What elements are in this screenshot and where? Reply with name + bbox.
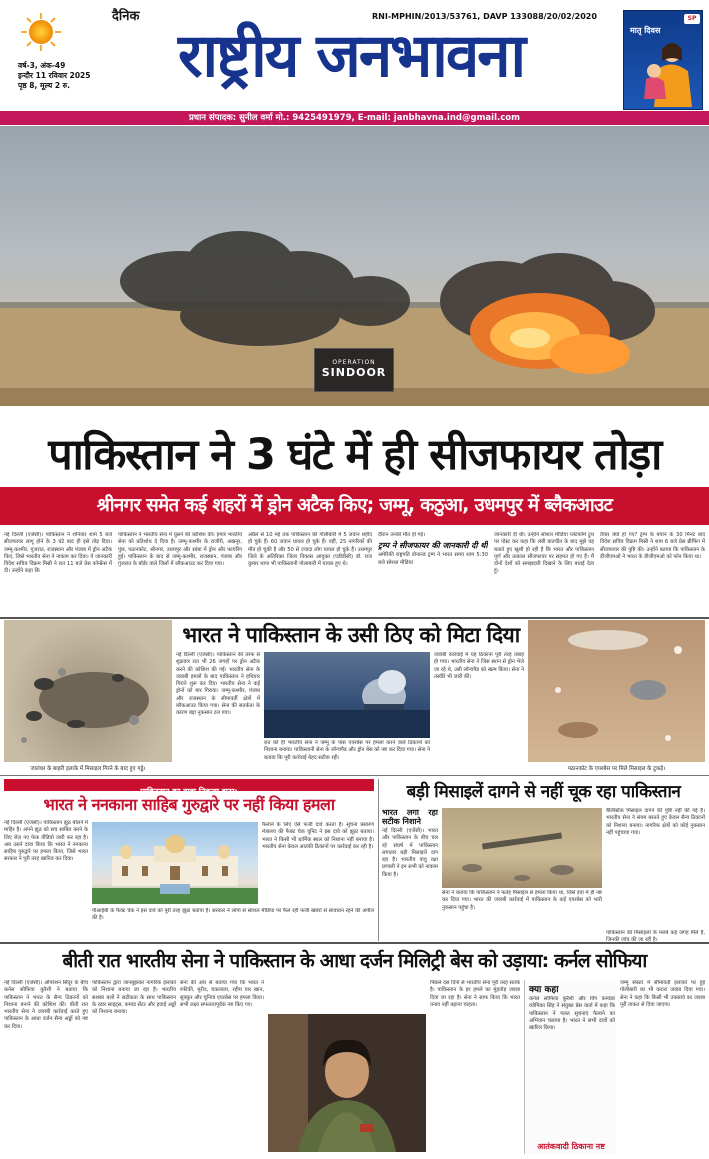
story2-text-1: नई दिल्ली (एजेंसी)। पाकिस्तान की तरफ से शुक्रवार रात भी 26 जगहों पर ड्रोन अटैक करने की कोशिश की गई। भारतीय सेना के जवाबी हमलों के बाद पाकिस्तान ने हथियार गिराने शुरू कर दिए। भारतीय सेना ने कई ड्रोनों को मार गिराया। जम्मू-कश्मीर, पंजाब और राजस्थान के सीमावर्ती क्षेत्रों में ब्लैकआउट किया गया। सेना की सतर्कता के कारण बड़ा नुकसान टल गया।: [176, 652, 260, 717]
story3-rule: [0, 775, 709, 776]
story3-label-bar: [4, 779, 374, 796]
story2-text-2: रात को ही भारतीय सेना ने जम्मू के पास एयरबेस पर हमला करने वाले ठिकानों को निशाना बनाया। पाकिस्तानी सेना के लॉन्चपैड और ड्रोन बेस को नष्ट कर दिया गया। सेना ने बताया कि पूरी कार्रवाई बेहद सटीक रही।: [264, 740, 430, 761]
badge-main-text: SINDOOR: [321, 366, 387, 379]
story5-text-4: पिछले दस दिनों से भारतीय सेना पूरी तरह सतर्क है। पाकिस्तान के हर हमले का मुंहतोड़ जवाब दिया जा रहा है। सेना ने साफ किया कि भारत तनाव नहीं बढ़ाना चाहता।: [430, 980, 520, 1008]
masthead: [0, 0, 709, 123]
story3-col-bottom: [92, 908, 374, 940]
lead-text-1: नई दिल्ली (एजेंसी)। पाकिस्तान ने शनिवार शाम 5 बजे सीजफायर लागू होने के 3 घंटे बाद ही इसे तोड़ दिया। जम्मू-कश्मीर, गुजरात, राजस्थान और पंजाब में ड्रोन अटैक किए, जिसे भारतीय सेना ने नाकाम कर दिया। ये जानकारी विदेश सचिव विक्रम मिस्री ने रात 11 बजे प्रेस कॉन्फ्रेंस में दी। उन्होंने कहा कि: [4, 532, 112, 575]
story4-text-3: बैलिस्टिक मिसाइल दागने की पुष्टि नहीं की गई है। भारतीय सेना ने संयम बरतते हुए केवल सैन्य ठिकानों को निशाना बनाया। नागरिक क्षेत्रों को कोई नुकसान नहीं पहुंचाया गया।: [606, 808, 705, 836]
story5-col-1: [4, 980, 88, 1154]
story5-rule: [0, 942, 709, 944]
date-line: इन्दौर 11 रविवार 2025: [18, 71, 91, 80]
colonel-portrait: [268, 1014, 426, 1152]
operation-sindoor-badge: [314, 348, 394, 392]
story5-side-head: क्या कहा: [529, 985, 559, 995]
story4-col-1: [382, 808, 438, 940]
story5-col-2: [92, 980, 176, 1154]
story2-right-caption: पठानकोट के एयरबेस पर मिले मिसाइल के टुकड़े।: [567, 766, 666, 772]
story5-photo: [268, 1014, 426, 1152]
missile-fragments-scene: [528, 620, 705, 762]
story5-headline: बीती रात भारतीय सेना ने पाकिस्तान के आधा दर्जन मिलिट्री बेस को उड़ाया: कर्नल सोफिया: [62, 950, 647, 972]
lead-col-3: [248, 532, 372, 616]
lead-text-3: अप्रैल से 10 मई तक पाकिस्तान की गोलीबारी में 5 जवान शहीद हो चुके हैं। 60 जवान घायल हो चुके हैं। वहीं, 25 नागरिकों की मौत हो चुकी है और 50 से ज्यादा लोग घायल हो चुके हैं। उधमपुर जिले के अतिरिक्त जिला विकास आयुक्त (एडीडीसी) डॉ. राज कुमार थापा भी पाकिस्तानी गोलाबारी में घायल हुए थे।: [248, 532, 372, 568]
story5-text-5: कर्नल सोफिया कुरैशी और विंग कमांडर व्योमिका सिंह ने संयुक्त प्रेस वार्ता में कहा कि पाकिस्तान ने गलत सूचनाएं फैलाने का अभियान चलाया है। भारत ने सभी दावों को खारिज किया।: [529, 996, 615, 1032]
lead-text-4: दौरान उनकी मौत हो गई।: [378, 532, 426, 538]
story5-col-4: [430, 980, 520, 1154]
story2-center-photo: [264, 652, 430, 738]
story3-text-1: नई दिल्ली (एजेंसी)। पाकिस्तान झूठ बोलने में माहिर है। अपने झूठ को सच साबित करने के लिए रोज़ नए फेक वीडियो जारी कर रहा है। अब उसने दावा किया कि भारत ने ननकाना साहिब गुरुद्वारे पर हमला किया, जिसे भारत सरकार ने पूरी तरह खारिज कर दिया।: [4, 820, 88, 863]
lead-text-5: जानकारी दी थी। उन्होंने सोशल मीडिया प्लेटफॉर्म ट्रुथ पर पोस्ट कर कहा कि लंबी बातचीत के बाद मुझे यह बताते हुए खुशी हो रही है कि भारत और पाकिस्तान पूर्ण और तत्काल सीजफायर पर सहमत हो गए हैं। मैं दोनों देशों को समझदारी दिखाने के लिए बधाई देता हूं।: [494, 532, 594, 575]
story5-sidebar-box: [524, 980, 616, 1154]
lead-col-1: [4, 532, 112, 616]
story3-col-2: [262, 822, 374, 906]
lead-text-4b: अमेरिकी राष्ट्रपति डोनाल्ड ट्रम्प ने भारत समय शाम 5:30 बजे सोशल मीडिया: [378, 552, 488, 566]
lead-col-4: [378, 532, 488, 616]
lead-col-6: [600, 532, 705, 616]
story5-text-3: सेना की ओर से बताया गया कि भारत ने रफीकी, मुरीद, चकलाला, रहीम यार खान, सुक्कुर और चूनियां एयरबेस पर हमला किया। सभी लक्ष्य सफलतापूर्वक नष्ट किए गए।: [180, 980, 264, 1008]
story3-text-2: फैलाने के लिए ऐसे फर्जी दावे करता है। सूचना प्रसारण मंत्रालय की फैक्ट चेक यूनिट ने इस दावे को झूठा बताया। भारत ने किसी भी धार्मिक स्थल को निशाना नहीं बनाया है। भारतीय सेना केवल आतंकी ठिकानों पर कार्रवाई कर रही है।: [262, 822, 374, 850]
story3-label: पाकिस्तान का दावा निकला झूठा:: [140, 787, 238, 796]
editor-line: प्रधान संपादक: सुनील वर्मा मो.: 9425491979, E-mail: janbhavna.ind@gmail.com: [189, 113, 520, 123]
mothers-day-ad[interactable]: [623, 10, 703, 110]
story4-col-3: [606, 808, 705, 928]
story5-col-5: [529, 996, 615, 1136]
story5-text-6: जम्मू सेक्टर में सीमावर्ती इलाकों पर हुई गोलीबारी का भी करारा जवाब दिया गया। सेना ने कहा कि किसी भी उकसावे का जवाब पूरी ताकत से दिया जाएगा।: [620, 980, 705, 1008]
story4-col-2: [442, 890, 602, 940]
lead-text-6: तैयार क्यों हो गए? ट्रम्प के बयान के 30 मिनट बाद विदेश सचिव विक्रम मिस्री ने शाम 6 बजे प्रेस ब्रीफिंग में सीजफायर की पुष्टि की। उन्होंने बताया कि पाकिस्तान के डीजीएमओ ने भारत के डीजीएमओ को फोन किया था।: [600, 532, 705, 560]
lead-subheadline-band: [0, 487, 709, 525]
masthead-prefix: दैनिक: [112, 9, 140, 24]
lead-subheadline: श्रीनगर समेत कई शहरों में ड्रोन अटैक किए; जम्मू, कठुआ, उधमपुर में ब्लैकआउट: [96, 495, 613, 516]
pages-price: पृष्ठ 8, मूल्य 2 रु.: [18, 81, 71, 90]
story4-headline: बड़ी मिसाइलें दागने से नहीं चूक रहा पाकिस्तान: [406, 782, 681, 802]
gurudwara-scene: [92, 822, 258, 904]
story4-subhead: भारत लगा रहा सटीक निशाने: [382, 808, 438, 826]
editor-strip: [0, 111, 709, 125]
volume-info: [18, 61, 91, 91]
corner-badge: SP: [684, 14, 700, 24]
lead-col-2: [118, 532, 242, 616]
story2-rule: [0, 617, 709, 619]
story3-photo: [92, 822, 258, 904]
story4-text-1: नई दिल्ली (एजेंसी)। भारत और पाकिस्तान के बीच चल रहे संघर्ष में पाकिस्तान लगातार बड़ी मिसाइलें दाग रहा है। भारतीय वायु रक्षा प्रणाली ने इन सभी को नाकाम किया है।: [382, 828, 438, 878]
story3-text-bottom: पीआईबी के फैक्ट चेक ने इस दावे को पूरी तरह झूठा बताया है। सरकार ने लोगों से सोशल मीडिया पर फैल रही फर्जी खबरों से सावधान रहने की अपील की है।: [92, 908, 374, 922]
story2-headline: भारत ने पाकिस्तान के उसी ठिए को मिटा दिया: [182, 623, 520, 647]
sun-logo-icon: [18, 12, 64, 52]
story4-text-bottom: पाकिस्तान की मिसाइलों के मलबे कई जगह मिले हैं, जिनकी जांच की जा रही है।: [606, 930, 705, 942]
story2-right-photo: [528, 620, 705, 762]
story2-text-3: जवाबी कार्रवाई में यह ठिकाना पूरी तरह तबाह हो गया। भारतीय सेना ने जिस स्थान से ड्रोन भेजे जा रहे थे, उसी लॉन्चपैड को खत्म किया। सेना ने तस्वीरें भी जारी कीं।: [434, 652, 524, 680]
missile-debris-field: [442, 808, 602, 888]
badge-top-text: OPERATION: [332, 359, 376, 366]
story3-col-1: [4, 820, 88, 940]
story2-col-1: [176, 652, 260, 774]
debris-scene: [4, 620, 172, 762]
story5-text-1: नई दिल्ली (एजेंसी)। ऑपरेशन सिंदूर के बीच कर्नल सोफिया कुरैशी ने बताया कि पाकिस्तान ने भारत के सैन्य ठिकानों को निशाना बनाने की कोशिश की। बीती रात भारतीय सेना ने जवाबी कार्रवाई करते हुए पाकिस्तान के आधा दर्जन सैन्य अड्डों को नष्ट कर दिया।: [4, 980, 88, 1030]
story3-story4-divider: [378, 779, 379, 941]
volume-line: वर्ष-3, अंक-49: [18, 61, 66, 70]
mothers-day-label: मातृ दिवस: [630, 26, 661, 35]
story5-col-6: [620, 980, 705, 1154]
story5-col-3: [180, 980, 264, 1154]
story4-text-2: सेना ने बताया कि पाकिस्तान ने फतेह मिसाइल से हमला किया था, जिसे हवा में ही नष्ट कर दिया गया। भारत की जवाबी कार्रवाई में पाकिस्तान के कई एयरबेस को भारी नुकसान पहुंचा है।: [442, 890, 602, 911]
story5-side-footer: आतंकवादी ठिकाना नष्ट: [537, 1142, 605, 1151]
lead-subhead-trump: ट्रम्प ने सीजफायर की जानकारी दी थी: [378, 541, 488, 551]
lead-headline: पाकिस्तान ने 3 घंटे में ही सीजफायर तोड़ा: [48, 430, 661, 480]
masthead-title: राष्ट्रीय जनभावना: [177, 21, 525, 91]
mother-child-illustration: [634, 39, 696, 107]
story4-col-bottom: [606, 930, 705, 942]
story3-headline: भारत ने ननकाना साहिब गुरुद्वारे पर नहीं किया हमला: [43, 795, 335, 814]
story2-col-2: [264, 740, 430, 774]
registration-number: RNI-MPHIN/2013/53761, DAVP 133088/20/02/2020: [372, 12, 597, 21]
lead-col-5: [494, 532, 594, 616]
sea-strike-scene: [264, 652, 430, 738]
story2-left-caption: जालंधर के बाहरी इलाके में मिसाइल गिरने के बाद हुए गड्ढे।: [30, 766, 146, 772]
hero-photo: [0, 126, 709, 406]
story2-col-3: [434, 652, 524, 774]
story2-left-photo: [4, 620, 172, 762]
story4-photo: [442, 808, 602, 888]
lead-text-2: पाकिस्तान ने भारतीय सेना में घुसने की कोशिश की। हमारे भारतीय सेना को प्रतिशोध दे दिया है। जम्मू-कश्मीर के राजौरी, अखनूर, पुंछ, पठानकोट, श्रीनगर, उधमपुर और सांबा में ड्रोन और फायरिंग हुई। पाकिस्तान के बाद से जम्मू-कश्मीर, राजस्थान, पंजाब और गुजरात के बॉर्डर वाले जिलों में ब्लैकआउट कर दिया गया।: [118, 532, 242, 568]
story5-text-2: पाकिस्तान द्वारा जानबूझकर नागरिक इलाकों को निशाना बनाया जा रहा है। भारतीय सशस्त्र बलों ने सटीकता के साथ पाकिस्तान के रडार साइट्स, कमांड सेंटर और हवाई अड्डों को निशाना बनाया।: [92, 980, 176, 1016]
